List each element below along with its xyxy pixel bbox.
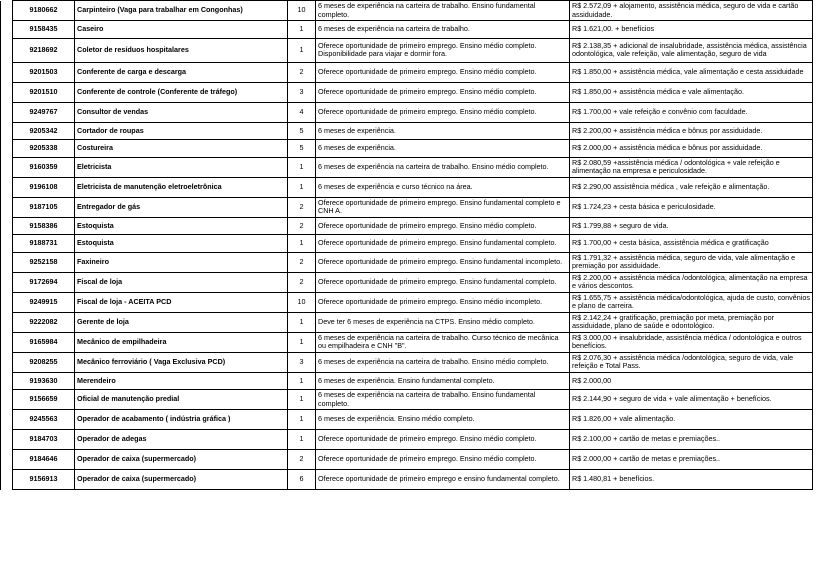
job-code-cell: 9205342 [13, 122, 75, 140]
job-code-cell: 9180662 [13, 1, 75, 21]
requirements-cell: 6 meses de experiência na carteira de trabalho. Ensino fundamental completo. [316, 1, 570, 21]
job-title-cell: Mecânico de empilhadeira [75, 332, 288, 352]
row-margin-left [1, 252, 13, 272]
vacancies-cell: 1 [288, 372, 316, 390]
requirements-cell: 6 meses de experiência e curso técnico na área. [316, 177, 570, 197]
table-row [1, 390, 820, 410]
row-margin-right [813, 470, 820, 490]
requirements-cell: 6 meses de experiência na carteira de trabalho. Curso técnico de mecânica ou empilhadeira e CNH "B". [316, 332, 570, 352]
row-margin-left [1, 82, 13, 102]
vacancies-cell: 2 [288, 450, 316, 470]
job-code-cell: 9184646 [13, 450, 75, 470]
row-margin-left [1, 177, 13, 197]
vacancies-cell: 5 [288, 122, 316, 140]
requirements-cell: Oferece oportunidade de primeiro emprego. Ensino médio completo. [316, 217, 570, 235]
row-margin-right [813, 102, 820, 122]
row-margin-left [1, 312, 13, 332]
job-code-cell: 9201503 [13, 62, 75, 82]
salary-benefits-cell: R$ 2.080,59 +assistência médica / odontológica + vale refeição e alimentação na empresa e periculosidade. [570, 157, 813, 177]
job-title-cell: Oficial de manutenção predial [75, 390, 288, 410]
vacancies-cell: 1 [288, 21, 316, 39]
requirements-cell: Oferece oportunidade de primeiro emprego. Ensino fundamental incompleto. [316, 252, 570, 272]
row-margin-left [1, 157, 13, 177]
job-title-cell: Conferente de carga e descarga [75, 62, 288, 82]
job-code-cell: 9158435 [13, 21, 75, 39]
job-title-cell: Estoquista [75, 235, 288, 253]
row-margin-right [813, 177, 820, 197]
job-code-cell: 9249915 [13, 292, 75, 312]
requirements-cell: 6 meses de experiência. Ensino fundamental completo. [316, 372, 570, 390]
table-row [1, 157, 820, 177]
salary-benefits-cell: R$ 2.290,00 assistência médica , vale refeição e alimentação. [570, 177, 813, 197]
requirements-cell: 6 meses de experiência na carteira de trabalho. [316, 21, 570, 39]
job-title-cell: Gerente de loja [75, 312, 288, 332]
table-row [1, 177, 820, 197]
salary-benefits-cell: R$ 1.799,88 + seguro de vida. [570, 217, 813, 235]
job-title-cell: Conferente de controle (Conferente de tráfego) [75, 82, 288, 102]
salary-benefits-cell: R$ 2.076,30 + assistência médica /odontológica, seguro de vida, vale refeição e Total Pass. [570, 352, 813, 372]
table-row [1, 252, 820, 272]
job-code-cell: 9156659 [13, 390, 75, 410]
vacancies-cell: 2 [288, 62, 316, 82]
requirements-cell: Deve ter 6 meses de experiência na CTPS. Ensino médio completo. [316, 312, 570, 332]
job-title-cell: Caseiro [75, 21, 288, 39]
vacancies-cell: 1 [288, 157, 316, 177]
job-title-cell: Entregador de gás [75, 197, 288, 217]
table-row [1, 62, 820, 82]
salary-benefits-cell: R$ 1.724,23 + cesta básica e periculosidade. [570, 197, 813, 217]
salary-benefits-cell: R$ 1.791,32 + assistência médica, seguro de vida, vale alimentação e premiação por assiduidade. [570, 252, 813, 272]
vacancies-cell: 2 [288, 272, 316, 292]
vacancies-cell: 1 [288, 332, 316, 352]
row-margin-right [813, 122, 820, 140]
job-code-cell: 9158386 [13, 217, 75, 235]
row-margin-left [1, 410, 13, 430]
job-code-cell: 9172694 [13, 272, 75, 292]
salary-benefits-cell: R$ 2.142,24 + gratificação, premiação por meta, premiação por assiduidade, plano de saúde e odontológico. [570, 312, 813, 332]
vacancies-cell: 10 [288, 1, 316, 21]
table-row [1, 372, 820, 390]
requirements-cell: Oferece oportunidade de primeiro emprego. Ensino médio completo. [316, 430, 570, 450]
salary-benefits-cell: R$ 1.850,00 + assistência médica, vale alimentação e cesta assiduidade [570, 62, 813, 82]
job-title-cell: Fiscal de loja [75, 272, 288, 292]
table-row [1, 332, 820, 352]
row-margin-left [1, 62, 13, 82]
table-row [1, 21, 820, 39]
row-margin-right [813, 450, 820, 470]
row-margin-right [813, 390, 820, 410]
row-margin-right [813, 332, 820, 352]
job-code-cell: 9205338 [13, 140, 75, 158]
row-margin-right [813, 410, 820, 430]
job-title-cell: Costureira [75, 140, 288, 158]
job-title-cell: Cortador de roupas [75, 122, 288, 140]
salary-benefits-cell: R$ 2.000,00 + cartão de metas e premiações.. [570, 450, 813, 470]
row-margin-left [1, 38, 13, 62]
job-title-cell: Estoquista [75, 217, 288, 235]
row-margin-right [813, 272, 820, 292]
requirements-cell: 6 meses de experiência na carteira de trabalho. Ensino médio completo. [316, 352, 570, 372]
job-code-cell: 9187105 [13, 197, 75, 217]
row-margin-left [1, 217, 13, 235]
table-row [1, 352, 820, 372]
row-margin-left [1, 430, 13, 450]
requirements-cell: Oferece oportunidade de primeiro emprego. Ensino médio completo. [316, 102, 570, 122]
salary-benefits-cell: R$ 1.850,00 + assistência médica e vale alimentação. [570, 82, 813, 102]
table-row [1, 122, 820, 140]
job-code-cell: 9208255 [13, 352, 75, 372]
row-margin-left [1, 140, 13, 158]
row-margin-left [1, 390, 13, 410]
job-code-cell: 9249767 [13, 102, 75, 122]
salary-benefits-cell: R$ 2.000,00 + assistência médica e bônus por assiduidade. [570, 140, 813, 158]
requirements-cell: Oferece oportunidade de primeiro emprego. Ensino fundamental completo. [316, 235, 570, 253]
vacancies-cell: 1 [288, 38, 316, 62]
row-margin-right [813, 372, 820, 390]
row-margin-right [813, 197, 820, 217]
job-title-cell: Operador de adegas [75, 430, 288, 450]
row-margin-right [813, 157, 820, 177]
requirements-cell: Oferece oportunidade de primeiro emprego. Ensino médio incompleto. [316, 292, 570, 312]
requirements-cell: 6 meses de experiência. [316, 122, 570, 140]
salary-benefits-cell: R$ 1.655,75 + assistência médica/odontológica, ajuda de custo, convênios e plano de carreira. [570, 292, 813, 312]
salary-benefits-cell: R$ 2.138,35 + adicional de insalubridade, assistência médica, assistência odontológica, vale refeição, vale alimentação, seguro de vida [570, 38, 813, 62]
vacancies-cell: 2 [288, 197, 316, 217]
job-title-cell: Consultor de vendas [75, 102, 288, 122]
requirements-cell: Oferece oportunidade de primeiro emprego. Ensino médio completo. [316, 62, 570, 82]
job-code-cell: 9193630 [13, 372, 75, 390]
row-margin-right [813, 312, 820, 332]
requirements-cell: Oferece oportunidade de primeiro emprego. Ensino médio completo. [316, 82, 570, 102]
job-code-cell: 9160359 [13, 157, 75, 177]
vacancies-cell: 3 [288, 352, 316, 372]
table-row [1, 292, 820, 312]
row-margin-left [1, 1, 13, 21]
salary-benefits-cell: R$ 2.100,00 + cartão de metas e premiações.. [570, 430, 813, 450]
row-margin-left [1, 272, 13, 292]
row-margin-right [813, 21, 820, 39]
row-margin-left [1, 352, 13, 372]
row-margin-right [813, 1, 820, 21]
table-row [1, 470, 820, 490]
vacancies-cell: 10 [288, 292, 316, 312]
job-title-cell: Fiscal de loja - ACEITA PCD [75, 292, 288, 312]
requirements-cell: Oferece oportunidade de primeiro emprego. Ensino médio completo. Disponibilidade para viajar e dormir fora. [316, 38, 570, 62]
job-code-cell: 9222082 [13, 312, 75, 332]
row-margin-left [1, 21, 13, 39]
row-margin-right [813, 235, 820, 253]
vacancies-cell: 5 [288, 140, 316, 158]
table-row [1, 140, 820, 158]
requirements-cell: 6 meses de experiência. Ensino médio completo. [316, 410, 570, 430]
job-title-cell: Mecânico ferroviário ( Vaga Exclusiva PCD) [75, 352, 288, 372]
row-margin-right [813, 352, 820, 372]
requirements-cell: 6 meses de experiência na carteira de trabalho. Ensino fundamental completo. [316, 390, 570, 410]
job-code-cell: 9184703 [13, 430, 75, 450]
row-margin-right [813, 38, 820, 62]
row-margin-left [1, 197, 13, 217]
salary-benefits-cell: R$ 2.144,90 + seguro de vida + vale alimentação + benefícios. [570, 390, 813, 410]
vacancies-cell: 2 [288, 217, 316, 235]
requirements-cell: 6 meses de experiência. [316, 140, 570, 158]
row-margin-left [1, 332, 13, 352]
salary-benefits-cell: R$ 1.700,00 + cesta básica, assistência médica e gratificação [570, 235, 813, 253]
job-title-cell: Eletricista de manutenção eletroeletrônica [75, 177, 288, 197]
table-row [1, 410, 820, 430]
requirements-cell: 6 meses de experiência na carteira de trabalho. Ensino médio completo. [316, 157, 570, 177]
job-code-cell: 9218692 [13, 38, 75, 62]
table-row [1, 102, 820, 122]
row-margin-right [813, 62, 820, 82]
row-margin-left [1, 292, 13, 312]
salary-benefits-cell: R$ 1.621,00. + benefícios [570, 21, 813, 39]
row-margin-left [1, 102, 13, 122]
job-code-cell: 9252158 [13, 252, 75, 272]
requirements-cell: Oferece oportunidade de primeiro emprego e ensino fundamental completo. [316, 470, 570, 490]
job-title-cell: Coletor de resíduos hospitalares [75, 38, 288, 62]
table-row [1, 272, 820, 292]
vacancies-cell: 1 [288, 235, 316, 253]
vacancies-cell: 1 [288, 390, 316, 410]
salary-benefits-cell: R$ 1.700,00 + vale refeição e convênio com faculdade. [570, 102, 813, 122]
vacancies-cell: 4 [288, 102, 316, 122]
vacancies-cell: 1 [288, 177, 316, 197]
table-row [1, 38, 820, 62]
row-margin-right [813, 292, 820, 312]
row-margin-left [1, 470, 13, 490]
row-margin-left [1, 450, 13, 470]
requirements-cell: Oferece oportunidade de primeiro emprego. Ensino médio completo. [316, 450, 570, 470]
job-code-cell: 9165984 [13, 332, 75, 352]
salary-benefits-cell: R$ 1.826,00 + vale alimentação. [570, 410, 813, 430]
table-row [1, 312, 820, 332]
table-row [1, 217, 820, 235]
requirements-cell: Oferece oportunidade de primeiro emprego. Ensino fundamental completo e CNH A. [316, 197, 570, 217]
row-margin-right [813, 82, 820, 102]
requirements-cell: Oferece oportunidade de primeiro emprego. Ensino fundamental completo. [316, 272, 570, 292]
job-title-cell: Eletricista [75, 157, 288, 177]
salary-benefits-cell: R$ 2.200,00 + assistência médica e bônus por assiduidade. [570, 122, 813, 140]
job-title-cell: Operador de caixa (supermercado) [75, 450, 288, 470]
job-code-cell: 9156913 [13, 470, 75, 490]
vacancies-cell: 3 [288, 82, 316, 102]
table-row [1, 1, 820, 21]
job-title-cell: Merendeiro [75, 372, 288, 390]
salary-benefits-cell: R$ 2.572,09 + alojamento, assistência médica, seguro de vida e cartão assiduidade. [570, 1, 813, 21]
vacancies-cell: 1 [288, 410, 316, 430]
job-title-cell: Operador de caixa (supermercado) [75, 470, 288, 490]
vacancies-cell: 2 [288, 252, 316, 272]
row-margin-right [813, 140, 820, 158]
table-row [1, 82, 820, 102]
vacancies-cell: 1 [288, 312, 316, 332]
row-margin-left [1, 122, 13, 140]
row-margin-right [813, 217, 820, 235]
job-code-cell: 9245563 [13, 410, 75, 430]
table-row [1, 235, 820, 253]
row-margin-left [1, 235, 13, 253]
row-margin-right [813, 252, 820, 272]
salary-benefits-cell: R$ 2.200,00 + assistência médica /odontológica, alimentação na empresa e vários descontos. [570, 272, 813, 292]
job-title-cell: Operador de acabamento ( indústria gráfica ) [75, 410, 288, 430]
job-title-cell: Carpinteiro (Vaga para trabalhar em Congonhas) [75, 1, 288, 21]
salary-benefits-cell: R$ 3.000,00 + insalubridade, assistência médica / odontológica e outros benefícios. [570, 332, 813, 352]
row-margin-right [813, 430, 820, 450]
job-title-cell: Faxineiro [75, 252, 288, 272]
vacancies-cell: 6 [288, 470, 316, 490]
salary-benefits-cell: R$ 1.480,81 + benefícios. [570, 470, 813, 490]
table-row [1, 430, 820, 450]
table-row [1, 450, 820, 470]
job-code-cell: 9196108 [13, 177, 75, 197]
salary-benefits-cell: R$ 2.000,00 [570, 372, 813, 390]
row-margin-left [1, 372, 13, 390]
job-code-cell: 9201510 [13, 82, 75, 102]
vacancies-cell: 1 [288, 430, 316, 450]
job-code-cell: 9188731 [13, 235, 75, 253]
table-row [1, 197, 820, 217]
